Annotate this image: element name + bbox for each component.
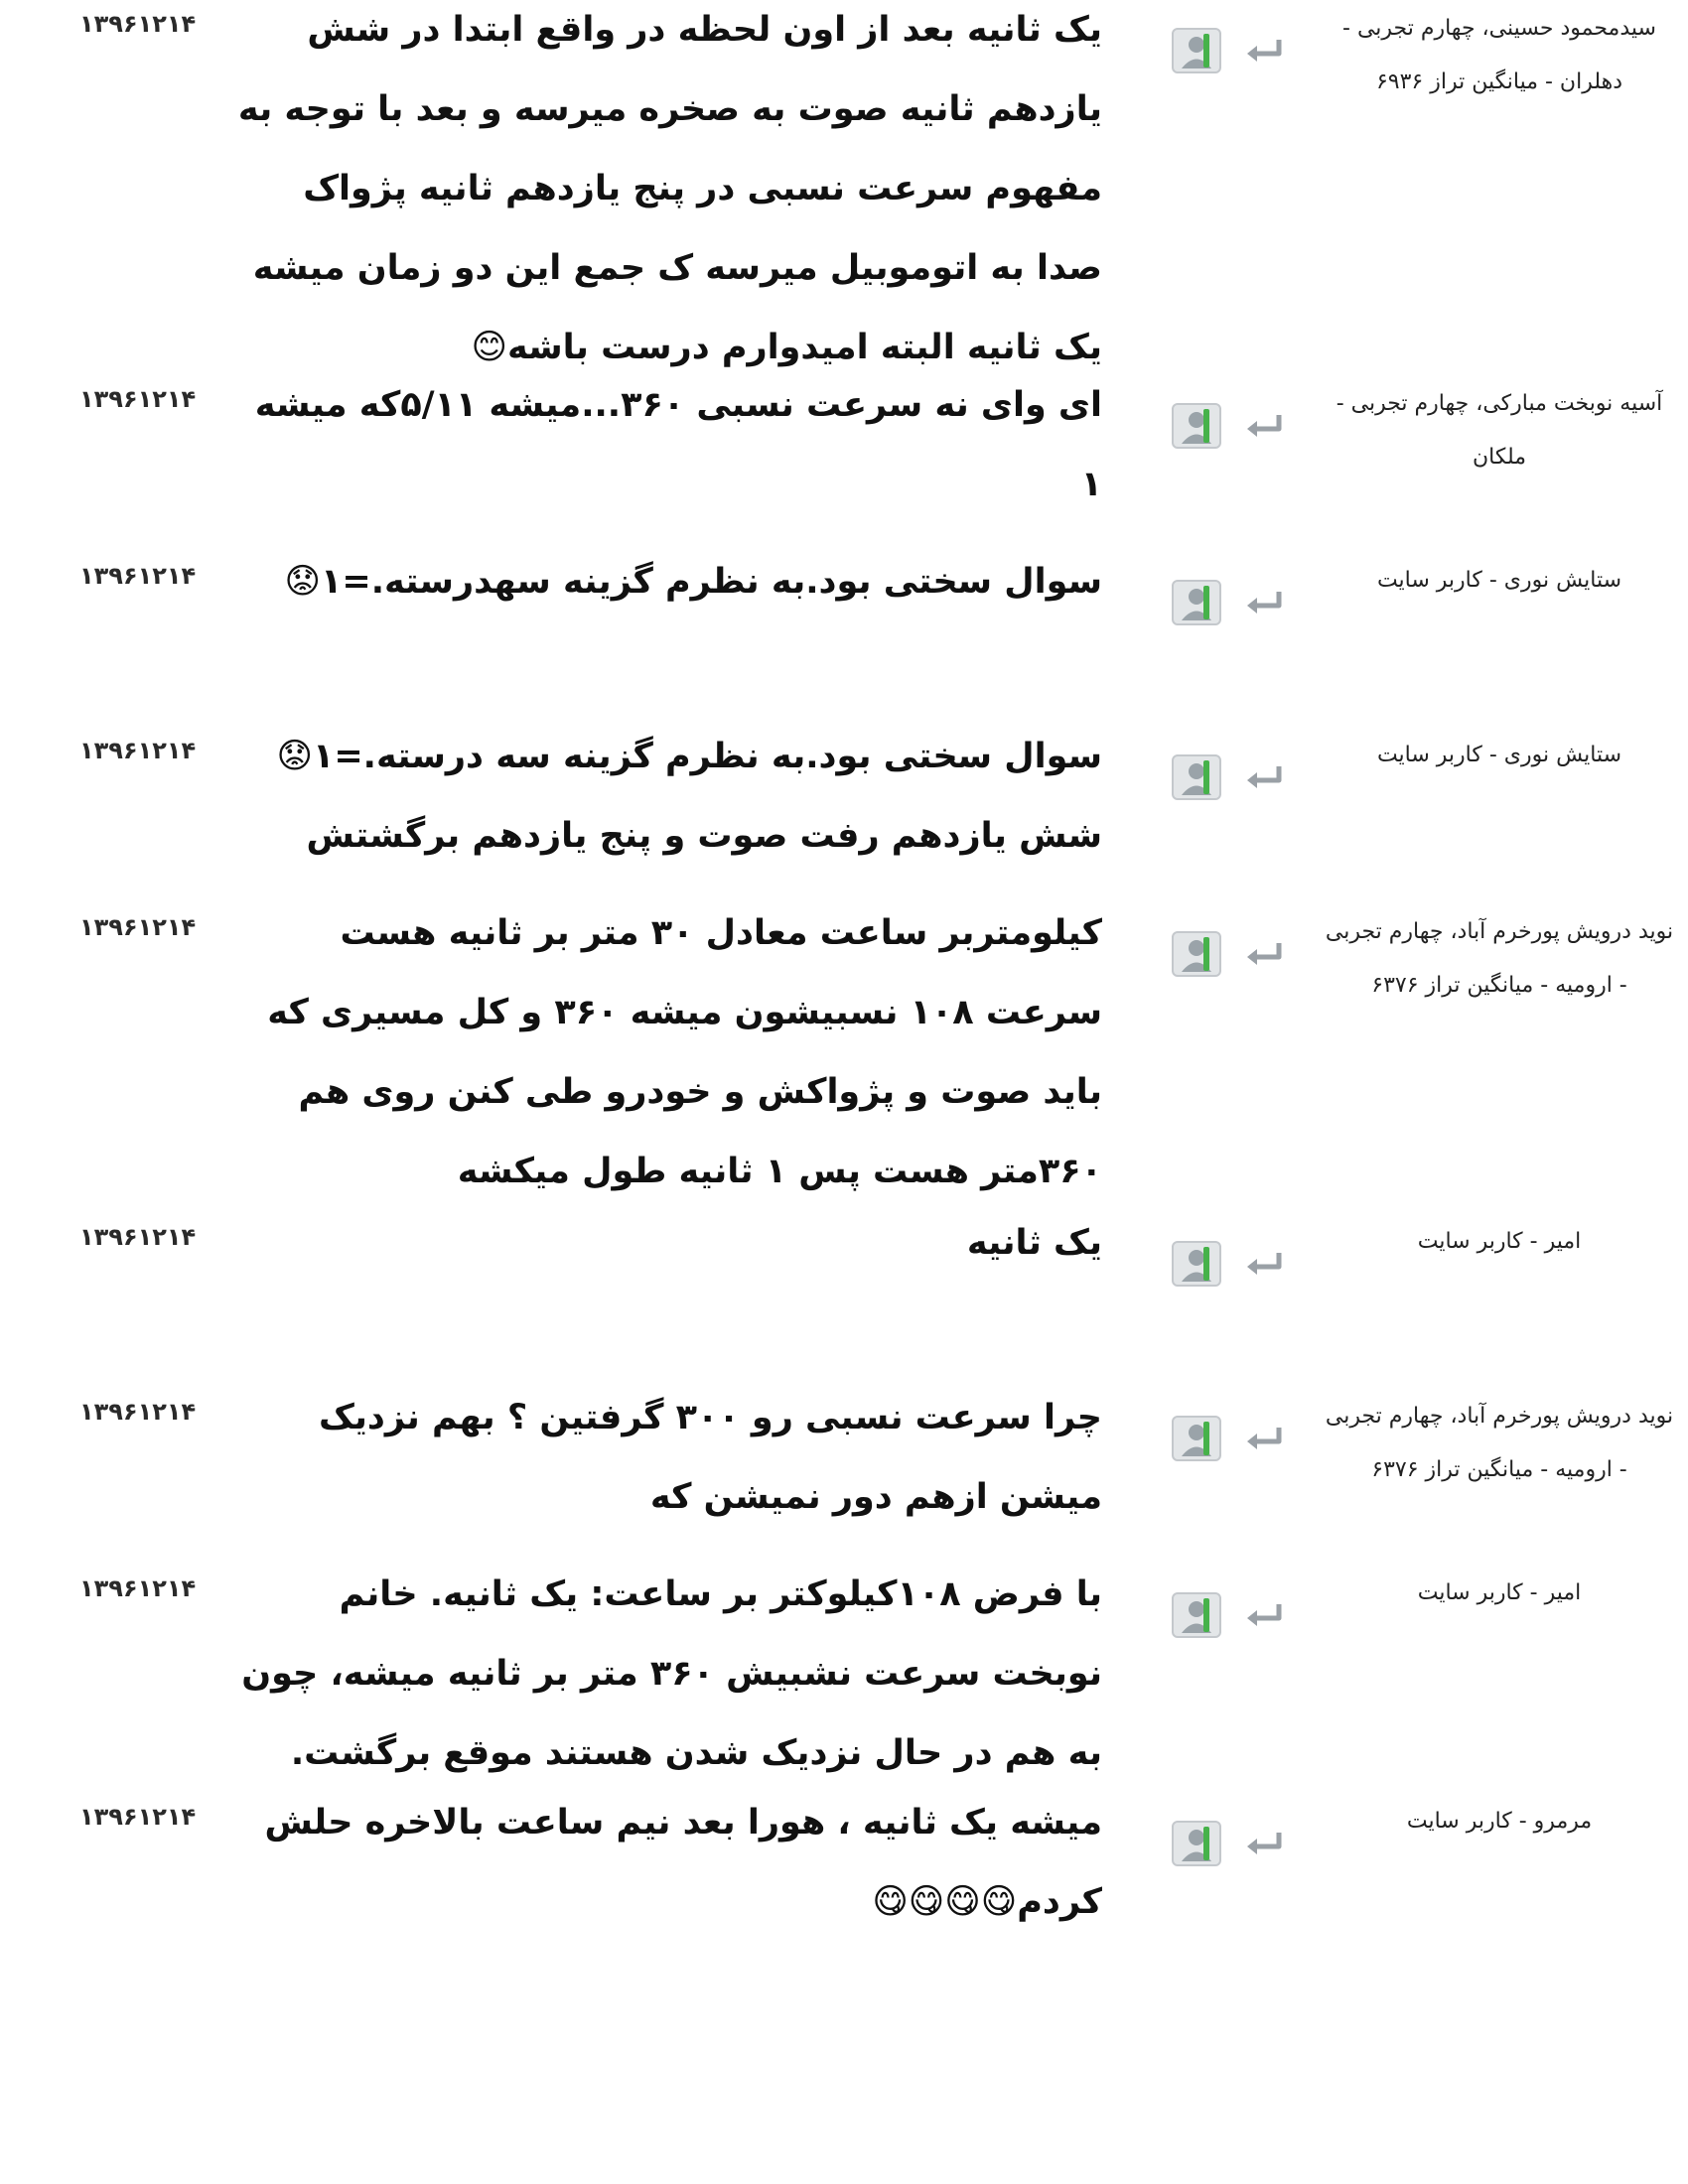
comment-date: ۱۳۹۶۱۲۱۴ [79, 1574, 197, 1602]
avatar-icon[interactable] [1172, 1821, 1221, 1866]
comment-text: با فرض ۱۰۸کیلوکتر بر ساعت: یک ثانیه. خانم نوبخت سرعت نشبیش ۳۶۰ متر بر ثانیه میشه، چون به هم در حال نزدیک شدن هستند موقع برگشت. [241, 1574, 1102, 1773]
comment-author[interactable]: امیر - کاربر سایت [1417, 1229, 1582, 1254]
comment-date: ۱۳۹۶۱۲۱۴ [79, 913, 197, 941]
comment-text: ای وای نه سرعت نسبی ۳۶۰...میشه ۵/۱۱که میشه ۱ [254, 385, 1102, 504]
reply-icon[interactable] [1243, 1600, 1285, 1630]
reply-icon[interactable] [1243, 588, 1285, 617]
comment-date: ۱۳۹۶۱۲۱۴ [79, 385, 197, 413]
comment-text: سوال سختی بود.به نظرم گزینه سهدرسته.=۱😟 [284, 562, 1102, 602]
comment-author[interactable]: آسیه نوبخت مبارکی، چهارم تجربی - ملکان [1336, 391, 1663, 470]
comment-text: سوال سختی بود.به نظرم گزینه سه درسته.=۱😟شش یازدهم رفت صوت و پنج یازدهم برگشتش [276, 737, 1102, 856]
comment-date: ۱۳۹۶۱۲۱۴ [79, 1398, 197, 1426]
avatar-icon[interactable] [1172, 580, 1221, 625]
avatar-icon[interactable] [1172, 931, 1221, 977]
comment-date: ۱۳۹۶۱۲۱۴ [79, 737, 197, 764]
comment-date: ۱۳۹۶۱۲۱۴ [79, 1223, 197, 1251]
comment-text: کیلومتربر ساعت معادل ۳۰ متر بر ثانیه هست سرعت ۱۰۸ نسبیشون میشه ۳۶۰ و کل مسیری که باید صوت و پژواکش و خودرو طی کنن روی هم ۳۶۰متر هست پس ۱ ثانیه طول میکشه [267, 913, 1102, 1191]
comment-author[interactable]: مرمرو - کاربر سایت [1406, 1809, 1593, 1834]
avatar-icon[interactable] [1172, 754, 1221, 800]
avatar-icon[interactable] [1172, 1416, 1221, 1461]
avatar-icon[interactable] [1172, 1592, 1221, 1638]
avatar-icon[interactable] [1172, 403, 1221, 449]
comment-text: چرا سرعت نسبی رو ۳۰۰ گرفتین ؟ بهم نزدیک میشن ازهم دور نمیشن که [318, 1398, 1102, 1517]
comment-text: یک ثانیه بعد از اون لحظه‌ در واقع ابتدا در شش یازدهم ثانیه صوت به صخره میرسه و بعد با توجه به مفهوم سرعت نسبی در پنج یازدهم ثانیه پژواک صدا به اتوموبیل میرسه ک جمع این دو زمان میشه یک ثانیه‌ البته امیدوارم درست باشه😊 [237, 10, 1102, 367]
reply-icon[interactable] [1243, 939, 1285, 969]
comment-author[interactable]: امیر - کاربر سایت [1417, 1580, 1582, 1605]
avatar-icon[interactable] [1172, 28, 1221, 73]
comment-date: ۱۳۹۶۱۲۱۴ [79, 1803, 197, 1831]
comment-date: ۱۳۹۶۱۲۱۴ [79, 562, 197, 590]
comment-author[interactable]: ستایش نوری - کاربر سایت [1376, 743, 1622, 767]
comment-author[interactable]: سیدمحمود حسینی، چهارم تجربی - دهلران - میانگین تراز ۶۹۳۶ [1342, 16, 1656, 94]
reply-icon[interactable] [1243, 1249, 1285, 1279]
reply-icon[interactable] [1243, 762, 1285, 792]
comment-author[interactable]: نوید درویش پورخرم آباد، چهارم تجربی - ارومیه - میانگین تراز ۶۳۷۶ [1325, 1404, 1674, 1482]
reply-icon[interactable] [1243, 1829, 1285, 1858]
reply-icon[interactable] [1243, 36, 1285, 66]
reply-icon[interactable] [1243, 1424, 1285, 1453]
comment-author[interactable]: نوید درویش پورخرم آباد، چهارم تجربی - ارومیه - میانگین تراز ۶۳۷۶ [1325, 919, 1674, 998]
comment-date: ۱۳۹۶۱۲۱۴ [79, 10, 197, 38]
reply-icon[interactable] [1243, 411, 1285, 441]
avatar-icon[interactable] [1172, 1241, 1221, 1287]
comment-text: میشه یک ثانیه ، هورا بعد نیم ساعت بالاخره حلش کردم😋😋😋😋 [264, 1803, 1102, 1922]
comment-text: یک ثانیه [966, 1223, 1102, 1263]
comment-author[interactable]: ستایش نوری - کاربر سایت [1376, 568, 1622, 593]
